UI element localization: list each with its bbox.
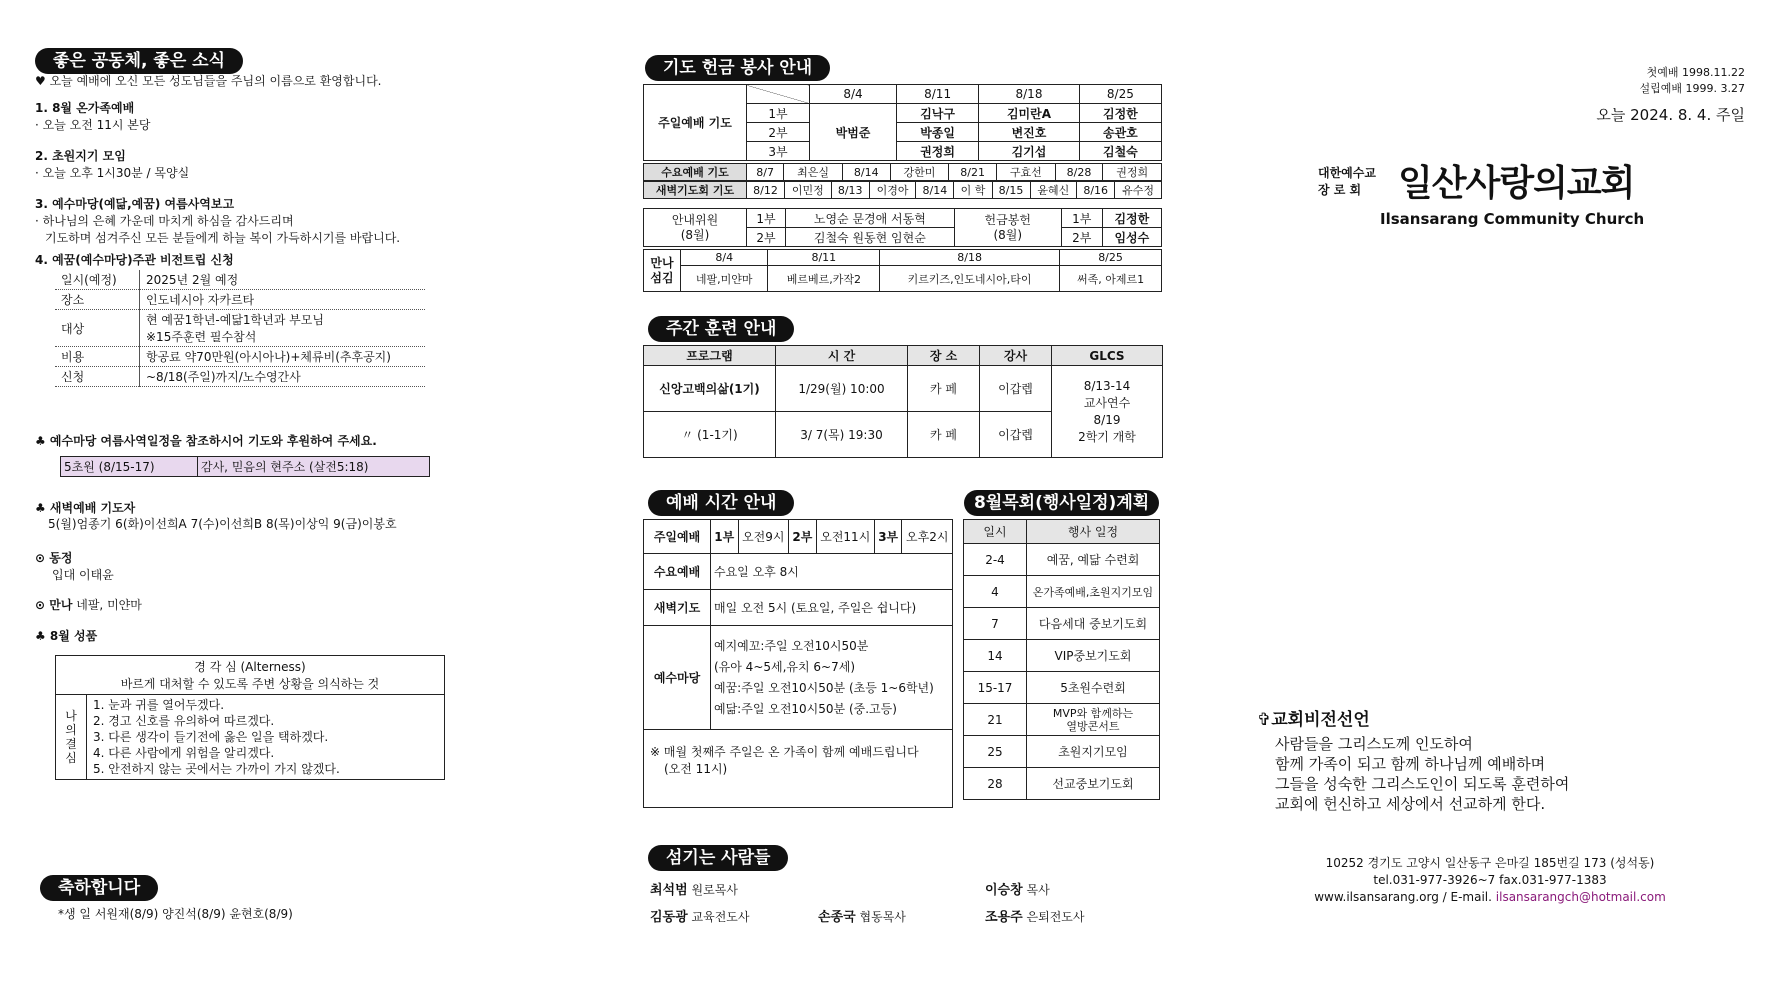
staff-item: 최석범 원로목사	[650, 883, 738, 898]
plan-table: 일시 행사 일정 2-4 예꿈, 예닮 수련회 4 온가족예배,초원지기모임 7 다음세대 중보기도회 14 VIP중보기도회 15-17 5초원수련회 21 MVP와 함께하는 열방콘서트 25 초원지기모임 28 선교중보기도회	[963, 519, 1160, 800]
vision-statement: 사람들을 그리스도께 인도하여 함께 가족이 되고 함께 하나님께 예배하며 그들을 성숙한 그리스도인이 되도록 훈련하여 교회에 헌신하고 세상에서 선교하게 한다.	[1275, 735, 1570, 813]
founding-date: 설립예배 1999. 3.27	[1639, 82, 1745, 95]
section-title-plan: 8월목회(행사일정)계획	[964, 490, 1159, 516]
birthday-line: *생 일 서원재(8/9) 양진석(8/9) 윤현호(8/9)	[58, 907, 293, 921]
worship-table: 주일예배 1부 오전9시 2부 오전11시 3부 오후2시 수요예배 수요일 오후 8시 새벽기도 매일 오전 5시 (토요일, 주일은 쉽니다) 예수마당 예지예꼬:주일 오전10시50분 (유아 4~5세,유치 6~7세) 예꿈:주일 오전10시50분 (초등 1~6학년) 예닮:주일 오전10시50분 (중.고등) ※ 매월 첫째주 주일은 온 가족이 함께 예배드립니다 (오전 11시)	[643, 519, 953, 808]
denomination: 대한예수교 장 로 회	[1318, 166, 1376, 197]
dawn-prayers: 5(월)엄종기 6(화)이선희A 7(수)이선희B 8(목)이상익 9(금)이봉호	[48, 517, 397, 531]
virtue-table: 경 각 심 (Alterness) 바르게 대처할 수 있도록 주변 상황을 의식하는 것 나의결심 1. 눈과 귀를 열어두겠다. 2. 경고 신호를 유의하여 따르겠다. 3. 다른 생각이 들기전에 옳은 일을 택하겠다. 4. 다른 사람에게 위험을 알리겠다. 5. 안전하지 않는 곳에서는 가까이 가지 않겠다.	[55, 655, 445, 780]
section-title-news: 좋은 공동체, 좋은 소식	[35, 48, 243, 74]
personal-news: 입대 이태윤	[52, 568, 114, 582]
summer-box: 5초원 (8/15-17) 감사, 믿음의 현주소 (살전5:18)	[60, 456, 430, 477]
training-table: 프로그램 시 간 장 소 강사 GLCS 신앙고백의삶(1기) 1/29(월) 10:00 카 페 이갑렙 8/13-14 교사연수 8/19 2학기 개학 〃 (1-1기) 3/ 7(목) 19:30 카 페 이갑렙	[643, 345, 1163, 458]
weekday-prayer-table: 수요예배 기도 8/7 최은실 8/14 강한미 8/21 구효선 8/28 권정희	[643, 163, 1162, 181]
section-title-prayer: 기도 헌금 봉사 안내	[645, 55, 830, 81]
section-title-training: 주간 훈련 안내	[648, 316, 794, 342]
dawn-prayer-table: 새벽기도회 기도 8/12 이민정 8/13 이경아 8/14 이 학 8/15 윤혜신 8/16 유수정	[643, 181, 1162, 199]
staff-item: 김동광 교육전도사	[650, 910, 750, 925]
today-date: 오늘 2024. 8. 4. 주일	[1596, 106, 1745, 124]
section-title-congrats: 축하합니다	[40, 875, 158, 901]
prayer-table: 주일예배 기도 8/4 8/11 8/18 8/25 1부 박범준 김낙구 김미란A 김정한 2부 박종일 변진호 송관호 3부 권정희 김기섭 김철숙	[643, 84, 1162, 161]
personal-news-title: ⊙ 동정	[35, 551, 73, 565]
staff-item: 손종국 협동목사	[818, 910, 906, 925]
news-list	[35, 100, 505, 247]
dawn-title: ♣ 새벽예배 기도자	[35, 501, 136, 515]
manna-table: 만나 섬김 8/4 8/11 8/18 8/25 네팔,미얀마 베르베르,카작2 키르키즈,인도네시아,타이 써족, 아제르1	[643, 249, 1162, 292]
news-item: 3. 예수마당(예닮,예꿈) 여름사역보고 · 하나님의 은혜 가운데 마치게 하심을 감사드리며 기도하며 섬겨주신 모든 분들에게 하늘 복이 가득하시기를 바랍니다.	[35, 197, 401, 245]
summer-note: ♣ 예수마당 여름사역일정을 참조하시어 기도와 후원하여 주세요.	[35, 434, 377, 448]
manna-line: ⊙ 만나 네팔, 미얀마	[35, 598, 142, 612]
first-worship-date: 첫예배 1998.11.22	[1646, 66, 1745, 79]
welcome-text: ♥ 오늘 예배에 오신 모든 성도님들을 주님의 이름으로 환영합니다.	[35, 74, 382, 88]
section-title-staff: 섬기는 사람들	[648, 845, 788, 871]
virtue-title: ♣ 8월 성품	[35, 629, 98, 643]
trip-table: 일시(예정) 2025년 2월 예정 장소 인도네시아 자카르타 대상 현 예꿈1학년-예닮1학년과 부모님 ※15주훈련 필수참석 비용 항공료 약70만원(아시아나)+체류비(추후공지) 신청 ~8/18(주일)까지/노수영간사	[55, 270, 425, 387]
trip-title: 4. 예꿈(예수마당)주관 비전트립 신청	[35, 253, 234, 267]
service-table: 안내위원 (8월) 1부 노영순 문경애 서동혁 헌금봉헌 (8월) 1부 김정한 2부 김철숙 원동현 임현순 2부 임성수	[643, 208, 1162, 247]
virtue-side-label: 나의결심	[56, 695, 87, 780]
staff-item: 조용주 은퇴전도사	[985, 910, 1085, 925]
staff-item: 이승창 목사	[985, 883, 1050, 898]
news-item: 1. 8월 온가족예배 · 오늘 오전 11시 본당	[35, 101, 151, 132]
church-name: 일산사랑의교회	[1398, 163, 1635, 204]
news-item: 2. 초원지기 모임 · 오늘 오후 1시30분 / 목양실	[35, 149, 190, 180]
section-title-worship: 예배 시간 안내	[648, 490, 794, 516]
email-link[interactable]: ilsansarangch@hotmail.com	[1495, 890, 1666, 904]
contact-info: 10252 경기도 고양시 일산동구 은마길 185번길 173 (성석동) tel.031-977-3926~7 fax.031-977-1383 www.ilsansarang.org / E-mail. ilsansarangch@hotmail.com	[1314, 856, 1666, 904]
church-name-en: Ilsansarang Community Church	[1380, 210, 1645, 228]
vision-title: ✞교회비전선언	[1257, 710, 1370, 730]
